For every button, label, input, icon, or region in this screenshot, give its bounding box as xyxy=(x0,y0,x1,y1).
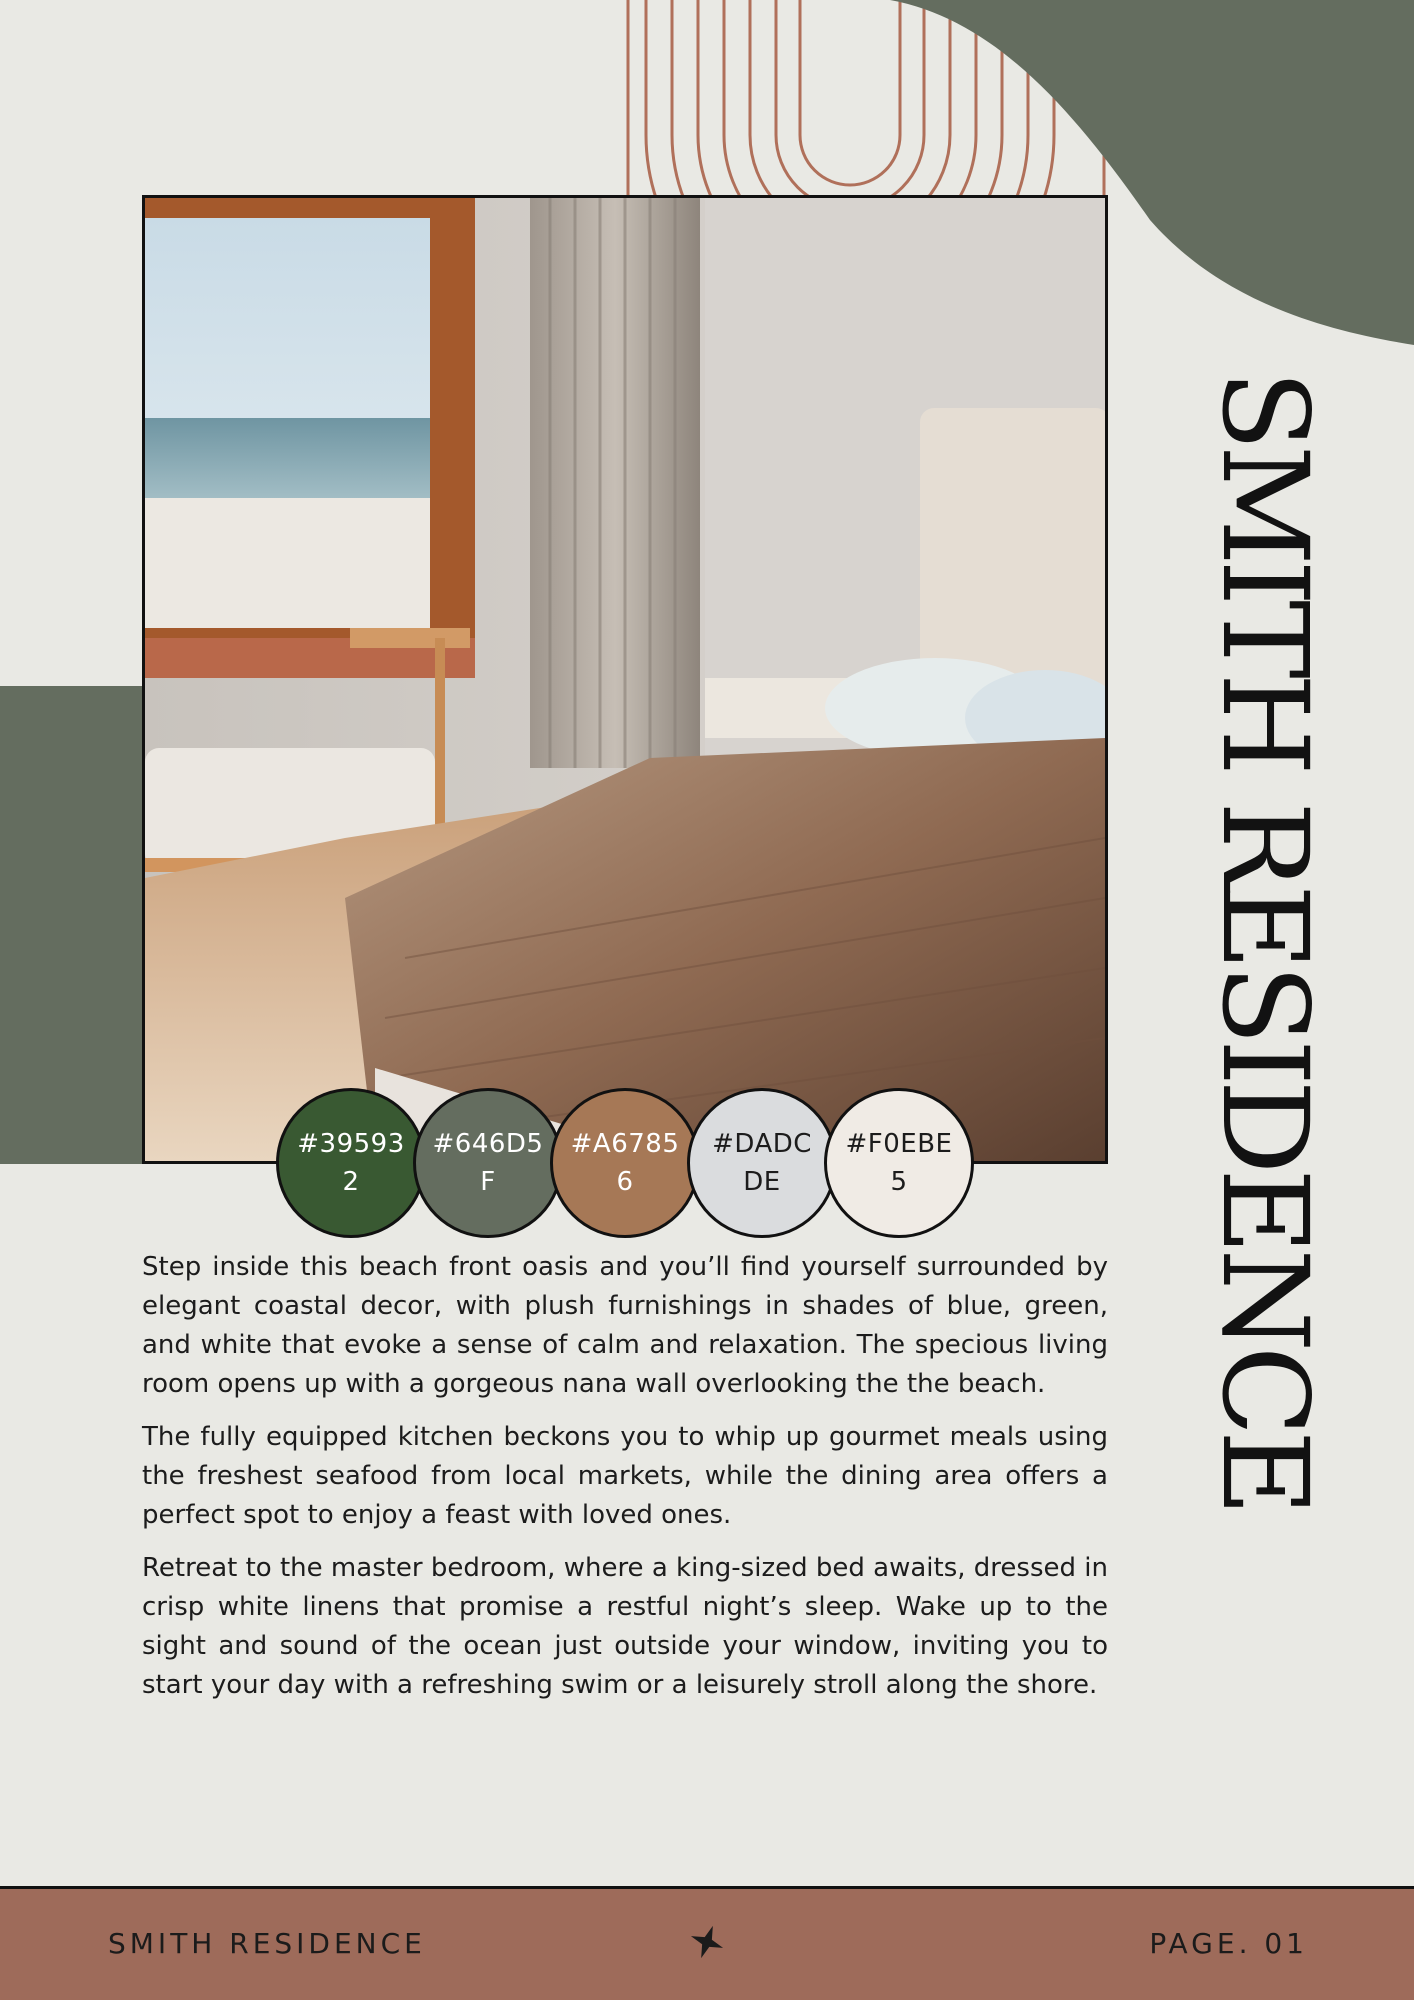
bedroom-illustration xyxy=(145,198,1105,1161)
paragraph-1: Step inside this beach front oasis and you’ll find yourself surrounded by elegant coastal decor, with plush furnishings in shades of blue, green, and white that evoke a sense of calm and relaxation. The specious living room opens up with a gorgeous nana wall overlooking the the beach. xyxy=(142,1252,1108,1399)
swatch-3 xyxy=(550,1088,700,1238)
page-number: PAGE. 01 xyxy=(1149,1927,1308,1960)
bedroom-photo xyxy=(142,195,1108,1164)
color-palette xyxy=(276,1088,976,1244)
swatch-1 xyxy=(276,1088,426,1238)
paragraph-2: The fully equipped kitchen beckons you to whip up gourmet meals using the freshest seafood from local markets, while the dining area offers a perfect spot to enjoy a feast with loved ones. xyxy=(142,1422,1108,1530)
swatch-4 xyxy=(687,1088,837,1238)
page-title: SMITH RESIDENCE xyxy=(1196,369,1334,1511)
swatch-1-label: #395932 xyxy=(297,1129,405,1197)
paragraph-3: Retreat to the master bedroom, where a king-sized bed awaits, dressed in crisp white linens that promise a restful night’s sleep. Wake up to the sight and sound of the ocean just outside your window, inviting you to start your day with a refreshing swim or a leisurely stroll along the shore. xyxy=(142,1553,1108,1700)
swatch-5 xyxy=(824,1088,974,1238)
swatch-3-label: #A67856 xyxy=(570,1129,680,1197)
swatch-2-label: #646D5F xyxy=(432,1129,544,1197)
swatch-4-label: #DADCDE xyxy=(712,1129,812,1197)
footer xyxy=(0,1886,1414,2000)
sage-side-band xyxy=(0,686,146,1164)
footer-title: SMITH RESIDENCE xyxy=(108,1927,426,1960)
swatch-5-label: #F0EBE5 xyxy=(845,1129,953,1197)
description xyxy=(142,1248,1108,1719)
swatch-2 xyxy=(413,1088,563,1238)
four-point-star-icon xyxy=(688,1923,726,1961)
